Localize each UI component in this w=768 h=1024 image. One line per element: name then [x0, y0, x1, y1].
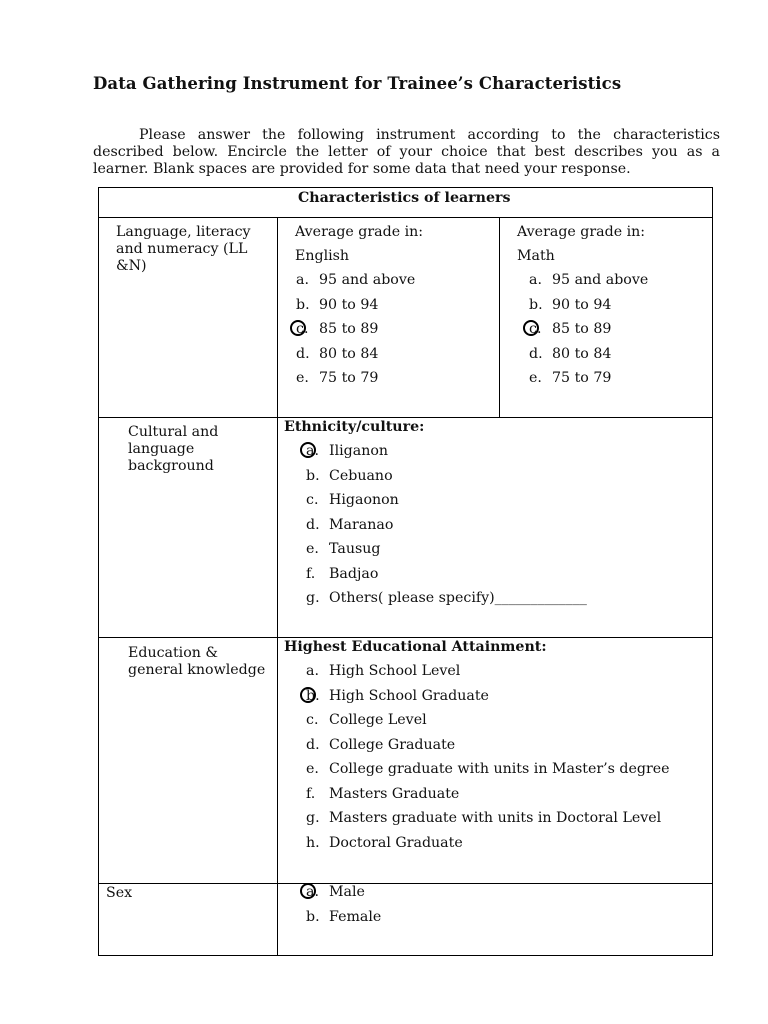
- english-grade-option[interactable]: [296, 370, 378, 386]
- option-letter: c.: [296, 321, 319, 337]
- option-text: Iliganon: [329, 443, 389, 459]
- option-letter: d.: [529, 345, 543, 362]
- selection-circle-icon: [290, 320, 306, 336]
- option-letter: c.: [306, 492, 319, 508]
- math-grade-option[interactable]: [529, 297, 611, 313]
- option-letter: f.: [306, 565, 316, 582]
- option-letter: d.: [306, 516, 320, 533]
- english-grade-option[interactable]: [296, 346, 378, 362]
- option-letter: b.: [306, 908, 320, 925]
- option-text: Masters graduate with units in Doctoral Level: [329, 810, 662, 826]
- table-border-right: [712, 187, 713, 956]
- option-letter: e.: [529, 370, 542, 386]
- education-option[interactable]: [306, 712, 427, 728]
- education-option[interactable]: [306, 737, 455, 753]
- education-row-label: Education & general knowledge: [128, 645, 266, 678]
- ethnicity-option[interactable]: [306, 517, 393, 533]
- lln-row-label: Language, literacy and numeracy (LL &N): [116, 224, 251, 274]
- english-grade-option[interactable]: [296, 272, 415, 288]
- option-text: 80 to 84: [319, 345, 379, 362]
- option-text: Tausug: [329, 541, 381, 557]
- math-grade-option[interactable]: [529, 272, 648, 288]
- option-text: 95 and above: [319, 272, 416, 288]
- option-letter: a.: [306, 443, 329, 459]
- option-letter: e.: [306, 761, 319, 777]
- option-text: Higaonon: [329, 492, 399, 508]
- selection-circle-icon: [300, 442, 316, 458]
- option-text: Maranao: [329, 516, 394, 533]
- option-letter: a.: [306, 663, 319, 679]
- education-option[interactable]: [306, 688, 489, 704]
- ethnicity-option[interactable]: [306, 541, 380, 557]
- option-text: Female: [329, 908, 382, 925]
- row-divider-2: [98, 637, 713, 638]
- option-text: 85 to 89: [552, 321, 612, 337]
- row-divider-1: [98, 417, 713, 418]
- education-option[interactable]: [306, 810, 661, 826]
- english-grade-option[interactable]: [296, 297, 378, 313]
- option-text: College Level: [329, 712, 427, 728]
- row-divider-3: [98, 883, 713, 884]
- label-column-divider: [277, 217, 278, 956]
- sex-option[interactable]: [306, 909, 381, 925]
- option-letter: e.: [296, 370, 309, 386]
- option-text: High School Graduate: [329, 687, 489, 704]
- option-text: Badjao: [329, 565, 379, 582]
- ethnicity-option[interactable]: [306, 468, 393, 484]
- option-text: 90 to 94: [319, 296, 379, 313]
- option-letter: g.: [306, 810, 320, 826]
- table-border-left: [98, 187, 99, 956]
- ethnicity-heading: Ethnicity/culture:: [284, 419, 425, 435]
- option-text: College graduate with units in Master’s degree: [329, 761, 670, 777]
- english-grade-option[interactable]: [296, 321, 378, 337]
- option-text: 80 to 84: [552, 345, 612, 362]
- option-letter: h.: [306, 834, 320, 851]
- math-prompt: Average grade in:: [517, 224, 646, 240]
- document-title: Data Gathering Instrument for Trainee’s Characteristics: [93, 74, 622, 93]
- option-text: Doctoral Graduate: [329, 834, 463, 851]
- option-letter: a.: [529, 272, 542, 288]
- option-text: 75 to 79: [319, 370, 379, 386]
- english-prompt: Average grade in:: [295, 224, 424, 240]
- option-text: 95 and above: [552, 272, 649, 288]
- education-option[interactable]: [306, 835, 463, 851]
- subject-column-divider: [499, 217, 500, 418]
- ethnicity-option[interactable]: [306, 590, 587, 606]
- math-subject: Math: [517, 248, 555, 264]
- option-text: Masters Graduate: [329, 785, 460, 802]
- sex-option[interactable]: [306, 884, 365, 900]
- option-text: High School Level: [329, 663, 461, 679]
- option-letter: g.: [306, 590, 320, 606]
- education-option[interactable]: [306, 663, 460, 679]
- option-text: Cebuano: [329, 467, 393, 484]
- sex-row-label: Sex: [106, 885, 133, 901]
- option-text: Others( please specify)_____________: [329, 590, 587, 606]
- option-text: 85 to 89: [319, 321, 379, 337]
- math-grade-option[interactable]: [529, 346, 611, 362]
- ethnicity-option[interactable]: [306, 443, 388, 459]
- option-letter: d.: [296, 345, 310, 362]
- option-letter: a.: [296, 272, 309, 288]
- ethnicity-option[interactable]: [306, 492, 399, 508]
- option-text: 75 to 79: [552, 370, 612, 386]
- culture-row-label: Cultural and language background: [128, 424, 219, 474]
- instructions-paragraph: [93, 127, 720, 178]
- table-border-top: [98, 187, 713, 188]
- option-letter: b.: [529, 296, 543, 313]
- option-letter: b.: [306, 688, 329, 704]
- option-text: Male: [329, 884, 365, 900]
- math-grade-option[interactable]: [529, 370, 611, 386]
- option-text: College Graduate: [329, 736, 456, 753]
- option-letter: e.: [306, 541, 319, 557]
- selection-circle-icon: [523, 320, 539, 336]
- education-heading: Highest Educational Attainment:: [284, 639, 547, 655]
- education-option[interactable]: [306, 786, 459, 802]
- selection-circle-icon: [300, 883, 316, 899]
- english-subject: English: [295, 248, 350, 264]
- table-header: Characteristics of learners: [298, 190, 511, 206]
- ethnicity-option[interactable]: [306, 566, 378, 582]
- option-letter: c.: [529, 321, 552, 337]
- math-grade-option[interactable]: [529, 321, 611, 337]
- option-letter: f.: [306, 785, 316, 802]
- header-divider: [98, 217, 713, 218]
- option-letter: b.: [296, 296, 310, 313]
- option-letter: c.: [306, 712, 319, 728]
- option-letter: d.: [306, 736, 320, 753]
- option-text: 90 to 94: [552, 296, 612, 313]
- option-letter: a.: [306, 884, 329, 900]
- selection-circle-icon: [300, 687, 316, 703]
- instructions-text: Please answer the following instrument according to the characteristics described below. Encircle the letter of your choice that best describes you as a learner. Blank spaces are provided for some data that need your response.: [93, 127, 720, 177]
- education-option[interactable]: [306, 761, 670, 777]
- table-border-bottom: [98, 955, 713, 956]
- option-letter: b.: [306, 467, 320, 484]
